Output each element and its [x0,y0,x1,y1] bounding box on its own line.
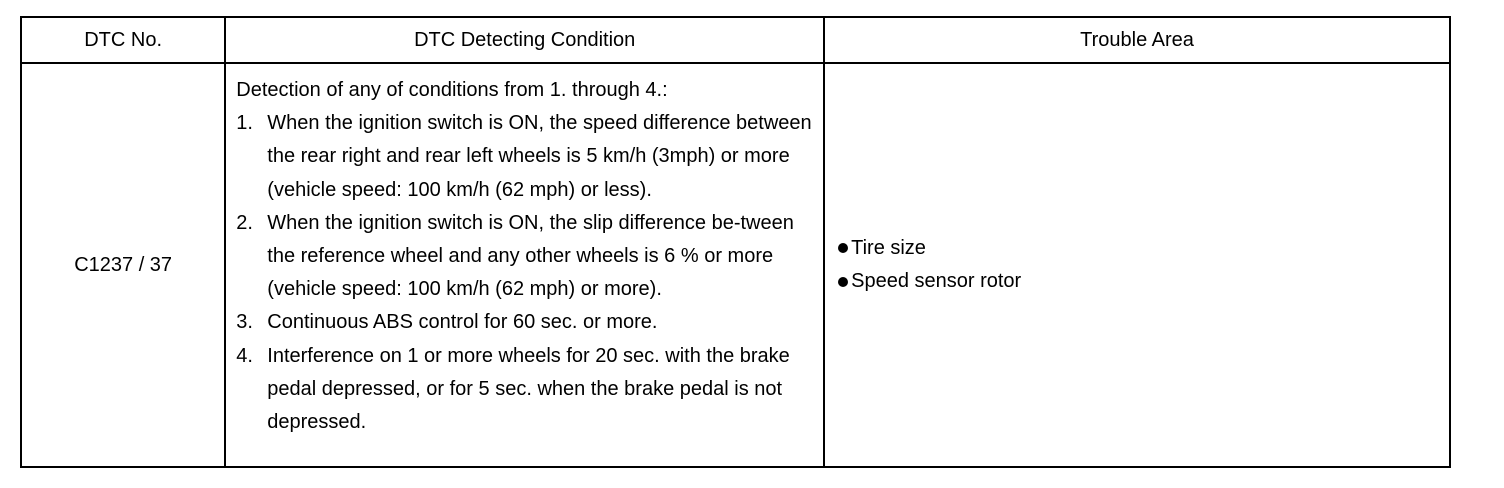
bullet-icon [838,277,848,287]
table-row [21,63,1450,467]
condition-item [236,340,813,440]
condition-text: Interference on 1 or more wheels for 20 sec. with the brake pedal depressed, or for 5 sec. when the brake pedal is not depressed. [267,344,790,434]
detecting-condition-cell [225,63,824,467]
condition-number: 3. [236,311,253,334]
header-row [21,17,1450,63]
trouble-area-item [835,265,1449,298]
trouble-area-text: Speed sensor rotor [851,270,1022,292]
bullet-icon [838,243,848,253]
trouble-area-list [835,232,1449,298]
condition-item [236,107,813,207]
trouble-area-item [835,232,1449,265]
header-detecting-condition: DTC Detecting Condition [225,17,824,63]
condition-text: When the ignition switch is ON, the slip difference be-tween the reference wheel and any other wheels is 6 % or more (vehicle speed: 100 km/h (62 mph) or more). [267,211,794,301]
condition-number: 2. [236,211,253,234]
condition-text: When the ignition switch is ON, the speed difference between the rear right and rear left wheels is 5 km/h (3mph) or more (vehicle speed: 100 km/h (62 mph) or less). [267,112,812,201]
condition-text: Continuous ABS control for 60 sec. or more. [267,311,658,334]
dtc-table [20,16,1451,468]
condition-item [236,306,813,339]
condition-item [236,207,813,307]
header-trouble-area: Trouble Area [824,17,1450,63]
condition-list [236,107,813,439]
header-dtc-no: DTC No. [21,17,225,63]
condition-intro: Detection of any of conditions from 1. through 4.: [236,79,668,101]
dtc-number-cell [21,63,225,467]
condition-number: 4. [236,344,253,367]
dtc-number: C1237 / 37 [74,253,173,276]
trouble-area-cell [824,63,1450,467]
trouble-area-text: Tire size [851,236,926,259]
condition-number: 1. [236,112,253,135]
